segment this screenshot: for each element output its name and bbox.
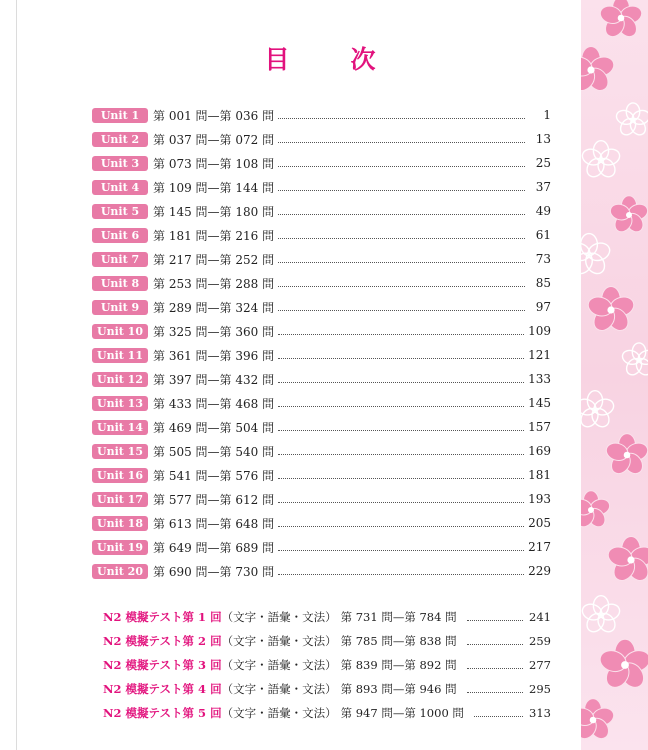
unit-badge: Unit 8 (92, 276, 148, 291)
page-number: 133 (528, 372, 551, 386)
toc-unit-row[interactable] (92, 319, 551, 343)
toc-unit-row[interactable] (92, 535, 551, 559)
page-number: 37 (535, 180, 551, 194)
page-number: 121 (528, 348, 551, 362)
question-range: 第 505 問—第 540 問 (153, 444, 275, 459)
toc-unit-row[interactable] (92, 127, 551, 151)
mock-test-name: N2 模擬テスト第 2 回 (103, 634, 222, 648)
cherry-blossom-icon (581, 699, 616, 743)
cherry-blossom-icon (581, 234, 612, 278)
dot-leader (278, 310, 525, 311)
unit-badge: Unit 7 (92, 252, 148, 267)
dot-leader (278, 238, 525, 239)
dot-leader (278, 382, 524, 383)
unit-list (92, 103, 551, 583)
unit-badge: Unit 3 (92, 156, 148, 171)
question-range: 第 577 問—第 612 問 (153, 492, 275, 507)
dot-leader (278, 286, 525, 287)
page-number: 277 (529, 658, 551, 672)
page-title: 目 次 (264, 45, 394, 74)
unit-badge: Unit 19 (92, 540, 148, 555)
question-range: 第 001 問—第 036 問 (153, 108, 275, 123)
unit-badge: Unit 15 (92, 444, 148, 459)
unit-badge: Unit 11 (92, 348, 148, 363)
toc-mock-test-row[interactable] (103, 605, 551, 629)
dot-leader (278, 454, 524, 455)
toc-unit-row[interactable] (92, 367, 551, 391)
question-range: 第 947 問—第 1000 問 (340, 706, 464, 720)
question-range: 第 839 問—第 892 問 (340, 658, 457, 672)
dot-leader (278, 262, 525, 263)
page-number: 241 (529, 610, 551, 624)
page-number: 145 (528, 396, 551, 410)
mock-test-name: N2 模擬テスト第 4 回 (103, 682, 222, 696)
page-number: 229 (528, 564, 551, 578)
cherry-blossom-icon (581, 141, 622, 180)
cherry-blossom-border (581, 0, 648, 750)
mock-test-name: N2 模擬テスト第 3 回 (103, 658, 222, 672)
unit-badge: Unit 6 (92, 228, 148, 243)
page-number: 295 (529, 682, 551, 696)
cherry-blossom-icon (615, 103, 648, 138)
toc-unit-row[interactable] (92, 247, 551, 271)
question-range: 第 433 問—第 468 問 (153, 396, 275, 411)
page-edge-line (16, 0, 17, 750)
page-number: 49 (535, 204, 551, 218)
question-range: 第 541 問—第 576 問 (153, 468, 275, 483)
dot-leader (278, 334, 524, 335)
page-number: 109 (528, 324, 551, 338)
toc-unit-row[interactable] (92, 511, 551, 535)
mock-test-section: （文字・語彙・文法） (221, 658, 337, 672)
page-number: 313 (529, 706, 551, 720)
question-range: 第 613 問—第 648 問 (153, 516, 275, 531)
dot-leader (278, 214, 525, 215)
question-range: 第 469 問—第 504 問 (153, 420, 275, 435)
mock-test-section: （文字・語彙・文法） (221, 682, 337, 696)
question-range: 第 325 問—第 360 問 (153, 324, 275, 339)
unit-badge: Unit 17 (92, 492, 148, 507)
page-number: 25 (535, 156, 551, 170)
unit-badge: Unit 20 (92, 564, 148, 579)
page-number: 85 (535, 276, 551, 290)
cherry-blossom-icon (606, 537, 648, 585)
mock-test-section: （文字・語彙・文法） (221, 634, 337, 648)
cherry-blossom-icon (608, 196, 648, 235)
toc-mock-test-row[interactable] (103, 629, 551, 653)
dot-leader (467, 620, 523, 621)
question-range: 第 397 問—第 432 問 (153, 372, 275, 387)
unit-badge: Unit 2 (92, 132, 148, 147)
unit-badge: Unit 9 (92, 300, 148, 315)
question-range: 第 690 問—第 730 問 (153, 564, 275, 579)
page-number: 193 (528, 492, 551, 506)
toc-unit-row[interactable] (92, 199, 551, 223)
question-range: 第 109 問—第 144 問 (153, 180, 275, 195)
question-range: 第 217 問—第 252 問 (153, 252, 275, 267)
cherry-blossom-icon (598, 0, 644, 40)
page-number: 73 (535, 252, 551, 266)
dot-leader (467, 692, 523, 693)
cherry-blossom-icon (581, 596, 622, 635)
question-range: 第 649 問—第 689 問 (153, 540, 275, 555)
dot-leader (278, 142, 525, 143)
dot-leader (467, 668, 523, 669)
mock-test-section: （文字・語彙・文法） (221, 706, 337, 720)
question-range: 第 361 問—第 396 問 (153, 348, 275, 363)
page-number: 181 (528, 468, 551, 482)
toc-unit-row[interactable] (92, 223, 551, 247)
toc-unit-row[interactable] (92, 463, 551, 487)
cherry-blossom-icon (581, 491, 612, 530)
unit-badge: Unit 16 (92, 468, 148, 483)
toc-unit-row[interactable] (92, 271, 551, 295)
toc-mock-test-row[interactable] (103, 653, 551, 677)
dot-leader (278, 406, 524, 407)
toc-unit-row[interactable] (92, 439, 551, 463)
unit-badge: Unit 12 (92, 372, 148, 387)
page-number: 205 (528, 516, 551, 530)
toc-unit-row[interactable] (92, 415, 551, 439)
toc-unit-row[interactable] (92, 175, 551, 199)
cherry-blossom-pattern (581, 0, 648, 750)
unit-badge: Unit 1 (92, 108, 148, 123)
dot-leader (278, 550, 524, 551)
unit-badge: Unit 14 (92, 420, 148, 435)
page-number: 157 (528, 420, 551, 434)
question-range: 第 145 問—第 180 問 (153, 204, 275, 219)
page-number: 61 (535, 228, 551, 242)
page-number: 217 (528, 540, 551, 554)
unit-badge: Unit 18 (92, 516, 148, 531)
dot-leader (278, 190, 525, 191)
cherry-blossom-icon (621, 343, 648, 378)
mock-test-name: N2 模擬テスト第 1 回 (103, 610, 222, 624)
unit-badge: Unit 13 (92, 396, 148, 411)
page-number: 259 (529, 634, 551, 648)
dot-leader (278, 358, 524, 359)
toc-unit-row[interactable] (92, 295, 551, 319)
question-range: 第 731 問—第 784 問 (340, 610, 457, 624)
toc-unit-row[interactable] (92, 559, 551, 583)
question-range: 第 181 問—第 216 問 (153, 228, 275, 243)
unit-badge: Unit 5 (92, 204, 148, 219)
dot-leader (278, 430, 524, 431)
dot-leader (278, 574, 524, 575)
cherry-blossom-icon (604, 434, 648, 478)
dot-leader (278, 502, 524, 503)
cherry-blossom-icon (581, 391, 616, 430)
toc-unit-row[interactable] (92, 487, 551, 511)
question-range: 第 073 問—第 108 問 (153, 156, 275, 171)
toc-unit-row[interactable] (92, 103, 551, 127)
dot-leader (278, 526, 524, 527)
toc-mock-test-row[interactable] (103, 701, 551, 725)
toc-unit-row[interactable] (92, 151, 551, 175)
dot-leader (467, 644, 523, 645)
toc-mock-test-row[interactable] (103, 677, 551, 701)
question-range: 第 253 問—第 288 問 (153, 276, 275, 291)
dot-leader (278, 166, 525, 167)
dot-leader (278, 118, 525, 119)
unit-badge: Unit 4 (92, 180, 148, 195)
question-range: 第 785 問—第 838 問 (340, 634, 457, 648)
question-range: 第 893 問—第 946 問 (340, 682, 457, 696)
unit-badge: Unit 10 (92, 324, 148, 339)
page-number: 1 (543, 108, 551, 122)
page-number: 97 (535, 300, 551, 314)
toc-unit-row[interactable] (92, 343, 551, 367)
cherry-blossom-icon (597, 639, 648, 691)
dot-leader (278, 478, 524, 479)
question-range: 第 289 問—第 324 問 (153, 300, 275, 315)
mock-test-list (103, 605, 551, 725)
page-number: 13 (535, 132, 551, 146)
dot-leader (474, 716, 523, 717)
page-number: 169 (528, 444, 551, 458)
cherry-blossom-icon (586, 287, 637, 335)
toc-unit-row[interactable] (92, 391, 551, 415)
mock-test-name: N2 模擬テスト第 5 回 (103, 706, 222, 720)
question-range: 第 037 問—第 072 問 (153, 132, 275, 147)
mock-test-section: （文字・語彙・文法） (221, 610, 337, 624)
